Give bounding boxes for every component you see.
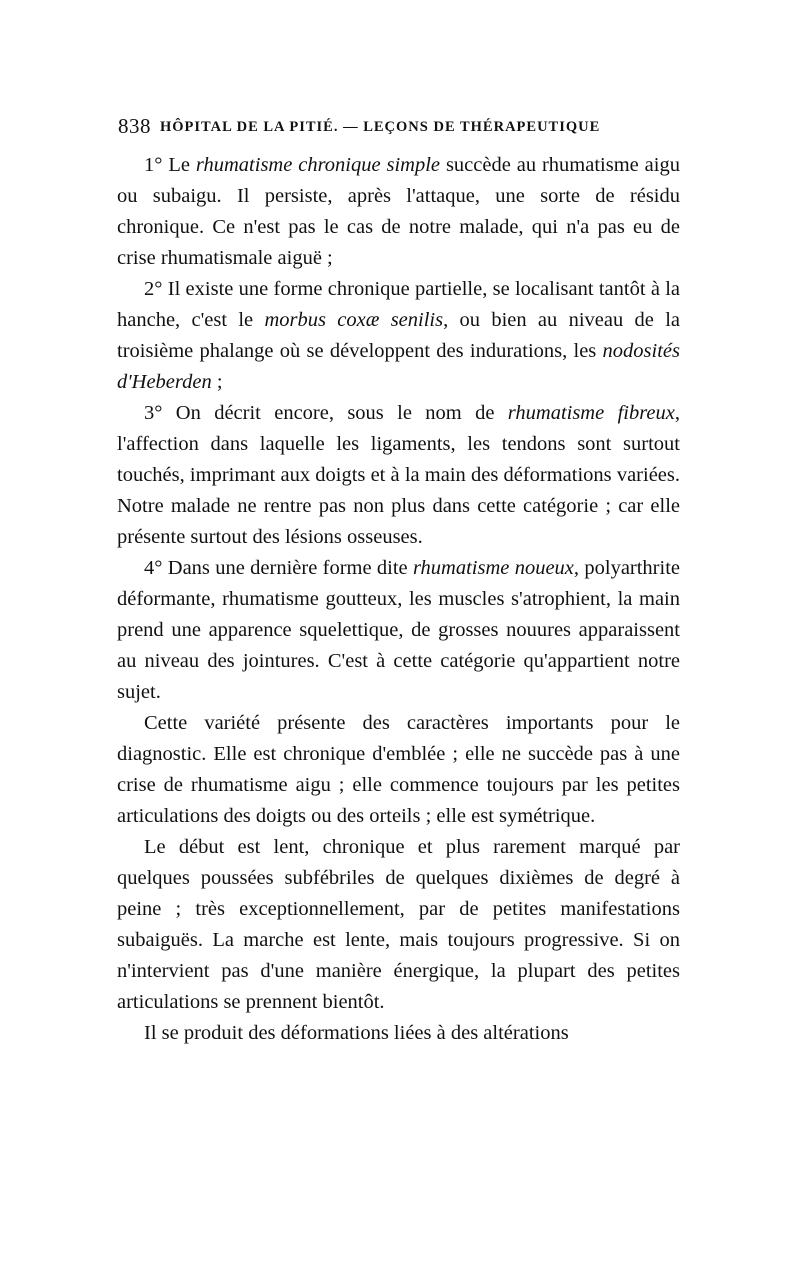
paragraph-2-italic-2: nodosités d'Heberden [117,340,680,393]
paragraph-1-lead: 1° Le [144,154,196,176]
paragraph-5: Cette variété présente des caractères importants pour le diagnostic. Elle est chronique d'emblée ; elle ne succède pas à une crise de rhumatisme aigu ; elle commence toujours par les petites articulations des doigts ou des orteils ; elle est symétrique. [117,712,680,827]
paragraph-2 [117,274,680,398]
paragraph-2-rest: ; [211,371,223,393]
paragraph-3-lead: 3° On décrit encore, sous le nom de [144,402,508,424]
paragraph-3 [117,398,680,553]
page-header [118,114,678,144]
paragraph-3-rest: , l'affection dans laquelle les ligaments, les tendons sont surtout touchés, imprimant aux doigts et à la main des déformations variées. Notre malade ne rentre pas non plus dans cette catégorie ; car elle présente surtout des lésions osseuses. [117,402,680,548]
paragraph-7: Il se produit des déformations liées à des altérations [144,1022,569,1044]
paragraph-4-lead: 4° Dans une dernière forme dite [144,557,413,579]
paragraph-1-rest: succède au rhumatisme aigu ou subaigu. Il persiste, après l'attaque, une sorte de résidu chronique. Ce n'est pas le cas de notre malade, qui n'a pas eu de crise rhumatismale aiguë ; [117,154,680,269]
paragraph-2-lead: 2° Il existe une forme chronique partielle, se localisant tantôt à la hanche, c'est le [117,278,680,331]
running-title: HÔPITAL DE LA PITIÉ. — LEÇONS DE THÉRAPEUTIQUE [160,119,601,135]
paragraph-1-italic: rhumatisme chronique simple [195,154,441,176]
body-text [117,150,680,1049]
paragraph-6: Le début est lent, chronique et plus rarement marqué par quelques poussées subfébriles de quelques dixièmes de degré à peine ; très exceptionnellement, par de petites manifestations subaiguës. La marche est lente, mais toujours progressive. Si on n'intervient pas d'une manière énergique, la plupart des petites articulations se prennent bientôt. [117,836,680,1013]
paragraph-4-italic: rhumatisme noueux [412,557,574,579]
paragraph-4-rest: , polyarthrite déformante, rhumatisme goutteux, les muscles s'atrophient, la main prend une apparence squelettique, de grosses nouures apparaissent au niveau des jointures. C'est à cette catégorie qu'appartient notre sujet. [117,557,681,703]
paragraph-3-italic: rhumatisme fibreux [507,402,675,424]
paragraph-2-italic: morbus coxæ senilis [264,309,444,331]
paragraph-4 [117,553,680,708]
paragraph-1 [117,150,680,274]
paragraph-2-mid: , ou bien au niveau de la troisième phalange où se développent des indurations, les [117,309,680,362]
page-number: 838 [118,114,151,138]
